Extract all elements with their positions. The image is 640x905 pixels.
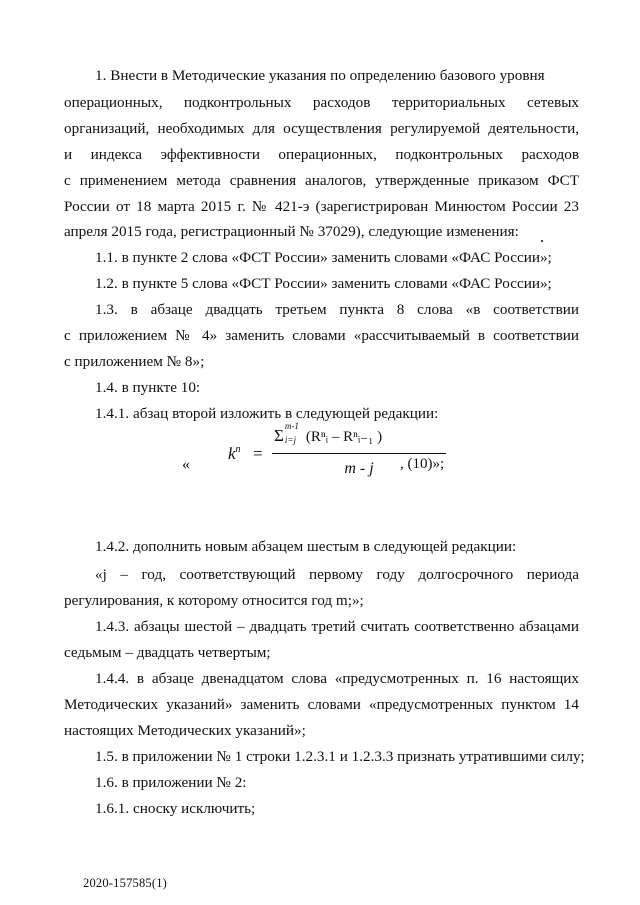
item-1-4-3-line-2: седьмым – двадцать четвертым; bbox=[64, 644, 271, 661]
formula-10 bbox=[170, 422, 470, 492]
formula-denominator: m - j bbox=[344, 460, 374, 477]
paragraph-1-line-7: апреля 2015 года, регистрационный № 37029), следующие изменения: bbox=[64, 223, 519, 240]
paragraph-1-line-1: 1. Внести в Методические указания по определению базового уровня bbox=[95, 67, 545, 84]
item-1-4-2-text-line-2: регулирования, к которому относится год m;»; bbox=[64, 592, 364, 609]
document-number-footer: 2020-157585(1) bbox=[83, 876, 168, 890]
formula-fraction-bar bbox=[272, 453, 446, 454]
formula-numerator-body: (Rⁿᵢ – Rⁿᵢ₋₁ ) bbox=[305, 429, 383, 445]
item-1-4-1: 1.4.1. абзац второй изложить в следующей редакции: bbox=[95, 405, 439, 422]
item-1-1: 1.1. в пункте 2 слова «ФСТ России» заменить словами «ФАС России»; bbox=[95, 249, 552, 266]
scan-speck bbox=[541, 240, 543, 242]
formula-lhs bbox=[228, 444, 241, 464]
item-1-4: 1.4. в пункте 10: bbox=[95, 379, 201, 396]
item-1-3-line-1: 1.3. в абзаце двадцать третьем пункта 8 слова «в соответствии bbox=[95, 301, 579, 318]
item-1-6-1: 1.6.1. сноску исключить; bbox=[95, 800, 256, 817]
item-1-6: 1.6. в приложении № 2: bbox=[95, 774, 247, 791]
item-1-4-3-line-1: 1.4.3. абзацы шестой – двадцать третий считать соответственно абзацами bbox=[95, 618, 579, 635]
formula-sum-upper: m-1 bbox=[284, 421, 299, 431]
item-1-5: 1.5. в приложении № 1 строки 1.2.3.1 и 1.2.3.3 признать утратившими силу; bbox=[95, 748, 585, 765]
item-1-4-2-text-line-1: «j – год, соответствующий первому году долгосрочного периода bbox=[95, 566, 579, 583]
formula-open-quote: « bbox=[182, 456, 190, 473]
item-1-4-4-line-2: Методических указаний» заменить словами «предусмотренных пунктом 14 bbox=[64, 696, 579, 713]
paragraph-1-line-4: и индекса эффективности операционных, подконтрольных расходов bbox=[64, 146, 579, 163]
formula-sum-lower: i=j bbox=[284, 435, 296, 445]
formula-numerator bbox=[274, 421, 444, 446]
item-1-4-2: 1.4.2. дополнить новым абзацем шестым в следующей редакции: bbox=[95, 538, 517, 555]
formula-sum-sign: Σ bbox=[274, 426, 284, 445]
item-1-2: 1.2. в пункте 5 слова «ФСТ России» заменить словами «ФАС России»; bbox=[95, 275, 552, 292]
formula-number: , (10)»; bbox=[400, 456, 445, 472]
item-1-3-line-2: с приложением № 4» заменить словами «рассчитываемый в соответствии bbox=[64, 327, 579, 344]
formula-lhs-sup: n bbox=[235, 444, 241, 455]
paragraph-1-line-5: с применением метода сравнения аналогов, утвержденные приказом ФСТ bbox=[64, 172, 579, 189]
paragraph-1-line-6: России от 18 марта 2015 г. № 421-э (зарегистрирован Минюстом России 23 bbox=[64, 198, 579, 215]
formula-equals: = bbox=[253, 444, 263, 463]
item-1-4-4-line-1: 1.4.4. в абзаце двенадцатом слова «предусмотренных п. 16 настоящих bbox=[95, 670, 579, 687]
formula-lhs-k: k bbox=[228, 444, 236, 463]
item-1-3-line-3: с приложением № 8»; bbox=[64, 353, 205, 370]
item-1-4-4-line-3: настоящих Методических указаний»; bbox=[64, 722, 306, 739]
paragraph-1-line-3: организаций, необходимых для осуществления регулируемой деятельности, bbox=[64, 120, 579, 137]
paragraph-1-line-2: операционных, подконтрольных расходов территориальных сетевых bbox=[64, 94, 579, 111]
